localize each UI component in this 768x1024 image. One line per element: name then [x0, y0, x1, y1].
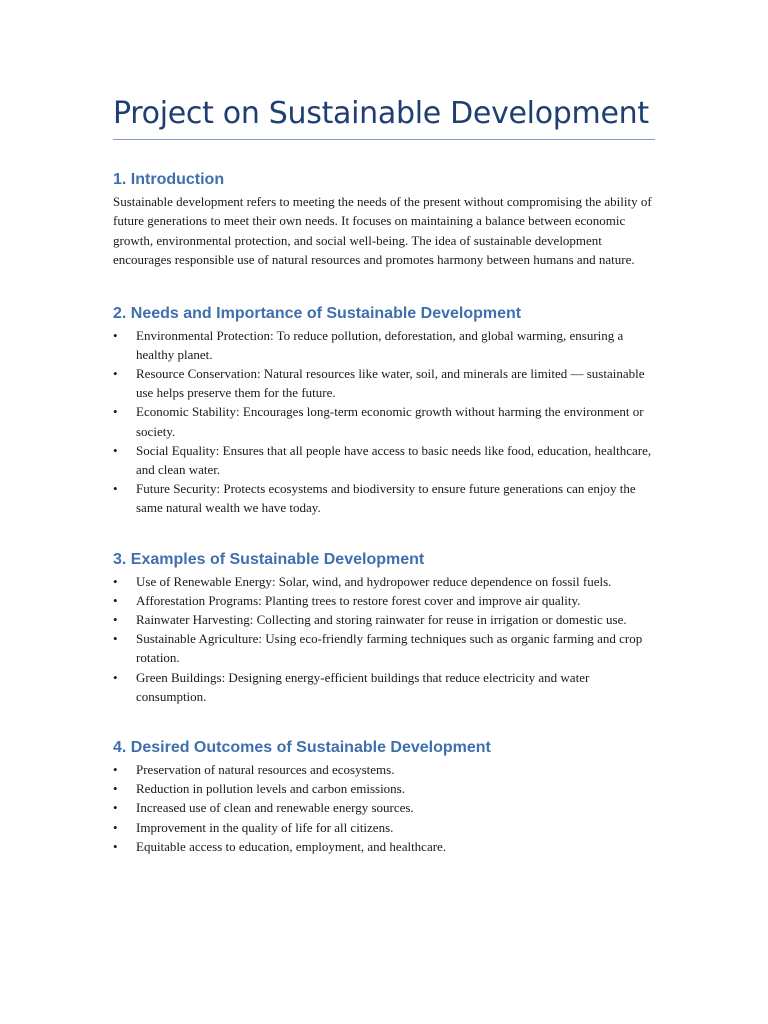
list-item — [113, 402, 655, 440]
list-item-text: Increased use of clean and renewable energy sources. — [136, 800, 414, 816]
list-item-text: Social Equality: Ensures that all people have access to basic needs like food, education, healthcare, and clean water. — [136, 442, 652, 478]
list-item-text: Afforestation Programs: Planting trees to restore forest cover and improve air quality. — [136, 592, 581, 608]
bullet-icon: • — [113, 800, 118, 816]
list-item-text: Rainwater Harvesting: Collecting and storing rainwater for reuse in irrigation or domestic use. — [136, 612, 627, 628]
section-needs-importance — [113, 304, 655, 518]
section-introduction — [113, 170, 655, 270]
list-item-text: Equitable access to education, employment, and healthcare. — [136, 838, 447, 854]
document-title: Project on Sustainable Development — [113, 94, 655, 140]
list-item — [113, 572, 655, 591]
document-page — [113, 94, 655, 856]
section-heading: 4. Desired Outcomes of Sustainable Development — [113, 739, 491, 757]
bullet-icon: • — [113, 762, 118, 778]
list-item — [113, 591, 655, 610]
list-item-text: Sustainable Agriculture: Using eco-friendly farming techniques such as organic farming and crop rotation. — [136, 631, 643, 666]
list-item-text: Reduction in pollution levels and carbon emissions. — [136, 781, 405, 797]
needs-list — [113, 326, 655, 518]
bullet-icon: • — [113, 366, 118, 382]
bullet-icon: • — [113, 631, 118, 647]
section-heading: 2. Needs and Importance of Sustainable Development — [113, 304, 522, 322]
bullet-icon: • — [113, 838, 118, 854]
section-heading: 3. Examples of Sustainable Development — [113, 550, 425, 568]
intro-paragraph: Sustainable development refers to meeting the needs of the present without compromising the ability of future generations to meet their own needs. It focuses on maintaining a balance between economic growth, environmental protection, and social well-being. The idea of sustainable development encourages responsible use of natural resources and promotes harmony between humans and nature. — [113, 194, 652, 268]
list-item — [113, 798, 655, 817]
section-heading: 1. Introduction — [113, 171, 225, 188]
examples-list — [113, 572, 655, 706]
list-item — [113, 479, 655, 517]
list-item-text: Environmental Protection: To reduce pollution, deforestation, and global warming, ensuring a healthy planet. — [136, 327, 624, 362]
list-item — [113, 818, 655, 837]
list-item-text: Preservation of natural resources and ecosystems. — [136, 762, 395, 778]
list-item — [113, 441, 655, 479]
bullet-icon: • — [113, 819, 118, 835]
list-item — [113, 837, 655, 856]
list-item-text: Economic Stability: Encourages long-term economic growth without harming the environment or society. — [136, 404, 644, 439]
list-item-text: Improvement in the quality of life for all citizens. — [136, 819, 394, 835]
list-item — [113, 779, 655, 798]
bullet-icon: • — [113, 669, 118, 685]
list-item — [113, 610, 655, 629]
list-item — [113, 668, 655, 706]
list-item — [113, 364, 655, 402]
list-item — [113, 326, 655, 364]
bullet-icon: • — [113, 781, 118, 797]
bullet-icon: • — [113, 481, 118, 497]
section-examples — [113, 550, 655, 706]
bullet-icon: • — [113, 404, 118, 420]
bullet-icon: • — [113, 442, 118, 458]
list-item-text: Green Buildings: Designing energy-efficient buildings that reduce electricity and water consumption. — [136, 669, 590, 704]
bullet-icon: • — [113, 327, 118, 343]
outcomes-list — [113, 760, 655, 856]
bullet-icon: • — [113, 573, 118, 589]
list-item — [113, 760, 655, 779]
bullet-icon: • — [113, 612, 118, 628]
list-item-text: Use of Renewable Energy: Solar, wind, and hydropower reduce dependence on fossil fuels. — [136, 573, 612, 589]
list-item — [113, 629, 655, 667]
section-desired-outcomes — [113, 738, 655, 856]
bullet-icon: • — [113, 592, 118, 608]
list-item-text: Resource Conservation: Natural resources like water, soil, and minerals are limited — sustainable use helps preserve them for the future. — [136, 366, 645, 401]
list-item-text: Future Security: Protects ecosystems and biodiversity to ensure future generations can enjoy the same natural wealth we have today. — [136, 481, 636, 516]
